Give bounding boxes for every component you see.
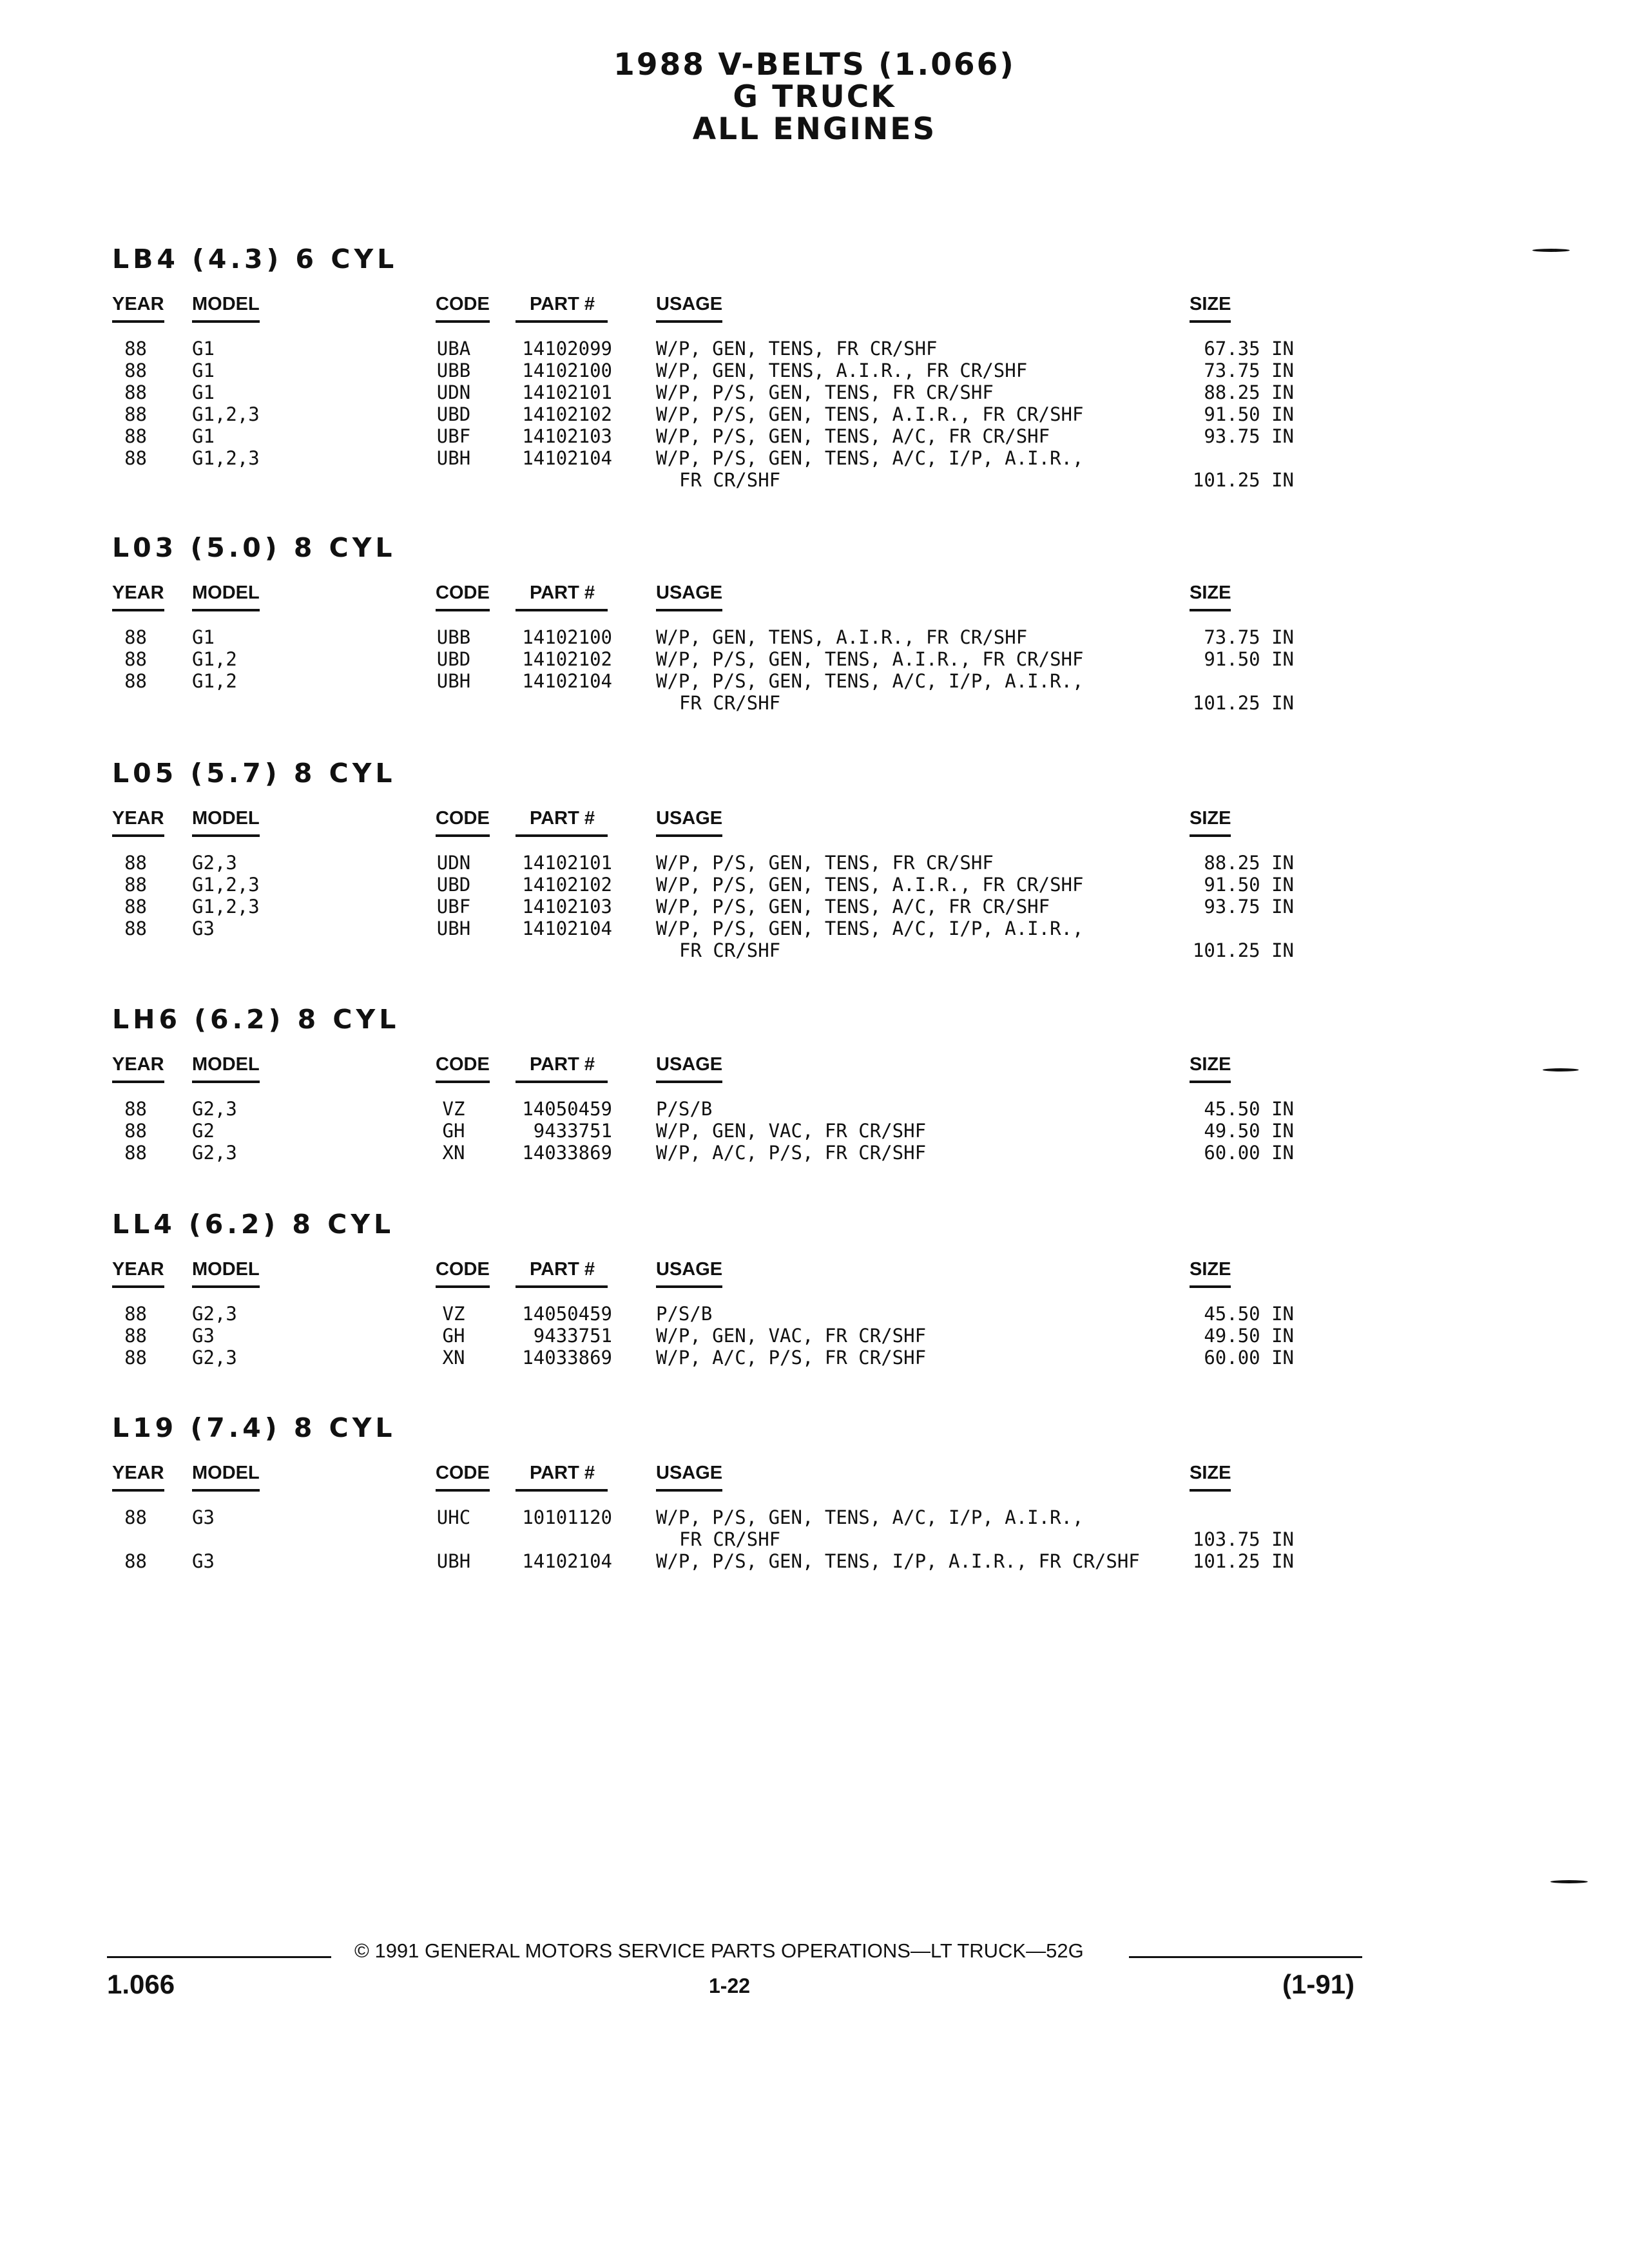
model-cell: G3 <box>192 1550 215 1572</box>
size-cell: 73.75 IN <box>1204 360 1294 381</box>
section-title: LB4 (4.3) 6 CYL <box>112 244 398 274</box>
year-cell: 88 <box>124 1325 147 1347</box>
model-cell: G1,2,3 <box>192 874 260 896</box>
column-header-year: YEAR <box>112 1054 164 1083</box>
code-cell: VZ <box>442 1098 465 1120</box>
usage-cell: W/P, GEN, TENS, FR CR/SHF <box>656 338 938 360</box>
year-cell: 88 <box>124 403 147 425</box>
code-cell: UDN <box>436 381 471 403</box>
year-cell: 88 <box>124 626 147 648</box>
size-cell: 103.75 IN <box>1192 1528 1294 1550</box>
footer-page-number: 1-22 <box>709 1974 751 1997</box>
model-cell: G1,2 <box>192 648 237 670</box>
part-number-cell: 14102100 <box>522 360 612 381</box>
part-number-cell: 10101120 <box>522 1506 612 1528</box>
column-header-part: PART # <box>516 582 608 611</box>
column-header-part: PART # <box>516 1259 608 1288</box>
column-header-year: YEAR <box>112 294 164 323</box>
usage-cell: W/P, P/S, GEN, TENS, A/C, I/P, A.I.R., <box>656 1506 1084 1528</box>
size-cell: 101.25 IN <box>1192 692 1294 714</box>
part-number-cell: 14102103 <box>522 896 612 918</box>
column-header-model: MODEL <box>192 808 260 837</box>
column-header-part: PART # <box>516 1054 608 1083</box>
part-number-cell: 14102102 <box>522 874 612 896</box>
column-header-usage: USAGE <box>656 1463 722 1492</box>
column-header-year: YEAR <box>112 808 164 837</box>
year-cell: 88 <box>124 1347 147 1369</box>
usage-cell: P/S/B <box>656 1098 713 1120</box>
section-title: L19 (7.4) 8 CYL <box>112 1412 396 1443</box>
column-header-size: SIZE <box>1190 294 1231 323</box>
usage-cell: W/P, P/S, GEN, TENS, FR CR/SHF <box>656 852 994 874</box>
part-number-cell: 14033869 <box>522 1142 612 1164</box>
column-header-usage: USAGE <box>656 582 722 611</box>
year-cell: 88 <box>124 874 147 896</box>
section-title: L05 (5.7) 8 CYL <box>112 758 396 789</box>
column-header-usage: USAGE <box>656 294 722 323</box>
column-header-size: SIZE <box>1190 1054 1231 1083</box>
usage-cell: W/P, P/S, GEN, TENS, A/C, I/P, A.I.R., <box>656 670 1084 692</box>
column-header-size: SIZE <box>1190 808 1231 837</box>
part-number-cell: 14102101 <box>522 852 612 874</box>
size-cell: 60.00 IN <box>1204 1142 1294 1164</box>
column-header-part: PART # <box>516 1463 608 1492</box>
column-header-code: CODE <box>436 294 490 323</box>
part-number-cell: 14102104 <box>522 918 612 939</box>
part-number-cell: 14050459 <box>522 1303 612 1325</box>
size-cell: 45.50 IN <box>1204 1098 1294 1120</box>
column-header-code: CODE <box>436 1054 490 1083</box>
code-cell: UBD <box>436 874 471 896</box>
usage-cell: W/P, GEN, VAC, FR CR/SHF <box>656 1120 927 1142</box>
binding-mark <box>1532 249 1570 252</box>
size-cell: 67.35 IN <box>1204 338 1294 360</box>
code-cell: UBF <box>436 896 471 918</box>
size-cell: 91.50 IN <box>1204 874 1294 896</box>
model-cell: G2,3 <box>192 1347 237 1369</box>
usage-cell: W/P, P/S, GEN, TENS, A/C, FR CR/SHF <box>656 896 1050 918</box>
column-header-model: MODEL <box>192 582 260 611</box>
usage-cell: W/P, P/S, GEN, TENS, A.I.R., FR CR/SHF <box>656 874 1084 896</box>
column-header-size: SIZE <box>1190 582 1231 611</box>
model-cell: G2,3 <box>192 1142 237 1164</box>
usage-cell: FR CR/SHF <box>679 692 781 714</box>
column-header-size: SIZE <box>1190 1463 1231 1492</box>
year-cell: 88 <box>124 1098 147 1120</box>
model-cell: G1 <box>192 626 215 648</box>
column-header-year: YEAR <box>112 1259 164 1288</box>
code-cell: UBD <box>436 648 471 670</box>
part-number-cell: 14102104 <box>522 670 612 692</box>
model-cell: G2,3 <box>192 1303 237 1325</box>
size-cell: 88.25 IN <box>1204 381 1294 403</box>
column-header-usage: USAGE <box>656 1054 722 1083</box>
column-header-model: MODEL <box>192 1259 260 1288</box>
size-cell: 101.25 IN <box>1192 469 1294 491</box>
code-cell: UHC <box>436 1506 471 1528</box>
part-number-cell: 9433751 <box>533 1120 612 1142</box>
size-cell: 49.50 IN <box>1204 1325 1294 1347</box>
footer-rule-left <box>107 1956 331 1958</box>
year-cell: 88 <box>124 896 147 918</box>
code-cell: GH <box>442 1120 465 1142</box>
code-cell: XN <box>442 1347 465 1369</box>
year-cell: 88 <box>124 447 147 469</box>
code-cell: UBH <box>436 918 471 939</box>
year-cell: 88 <box>124 670 147 692</box>
model-cell: G1,2,3 <box>192 447 260 469</box>
usage-cell: W/P, P/S, GEN, TENS, A/C, I/P, A.I.R., <box>656 447 1084 469</box>
column-header-code: CODE <box>436 808 490 837</box>
year-cell: 88 <box>124 918 147 939</box>
year-cell: 88 <box>124 1506 147 1528</box>
column-header-code: CODE <box>436 582 490 611</box>
usage-cell: W/P, P/S, GEN, TENS, A.I.R., FR CR/SHF <box>656 648 1084 670</box>
part-number-cell: 14102100 <box>522 626 612 648</box>
page-title <box>0 49 1629 146</box>
column-header-code: CODE <box>436 1259 490 1288</box>
usage-cell: W/P, A/C, P/S, FR CR/SHF <box>656 1142 927 1164</box>
size-cell: 91.50 IN <box>1204 648 1294 670</box>
model-cell: G1 <box>192 360 215 381</box>
usage-cell: W/P, P/S, GEN, TENS, FR CR/SHF <box>656 381 994 403</box>
column-header-year: YEAR <box>112 582 164 611</box>
model-cell: G3 <box>192 1325 215 1347</box>
code-cell: UBA <box>436 338 471 360</box>
year-cell: 88 <box>124 1142 147 1164</box>
column-header-usage: USAGE <box>656 808 722 837</box>
year-cell: 88 <box>124 360 147 381</box>
part-number-cell: 14050459 <box>522 1098 612 1120</box>
model-cell: G2,3 <box>192 852 237 874</box>
column-header-model: MODEL <box>192 294 260 323</box>
usage-cell: W/P, GEN, TENS, A.I.R., FR CR/SHF <box>656 626 1028 648</box>
size-cell: 91.50 IN <box>1204 403 1294 425</box>
model-cell: G1 <box>192 425 215 447</box>
year-cell: 88 <box>124 1303 147 1325</box>
size-cell: 101.25 IN <box>1192 1550 1294 1572</box>
code-cell: UBF <box>436 425 471 447</box>
binding-mark <box>1543 1068 1579 1072</box>
binding-mark <box>1550 1880 1588 1883</box>
code-cell: UDN <box>436 852 471 874</box>
footer-section-number: 1.066 <box>107 1969 175 1999</box>
column-header-code: CODE <box>436 1463 490 1492</box>
code-cell: VZ <box>442 1303 465 1325</box>
model-cell: G1,2,3 <box>192 896 260 918</box>
year-cell: 88 <box>124 381 147 403</box>
model-cell: G3 <box>192 1506 215 1528</box>
usage-cell: FR CR/SHF <box>679 1528 781 1550</box>
usage-cell: P/S/B <box>656 1303 713 1325</box>
size-cell: 49.50 IN <box>1204 1120 1294 1142</box>
part-number-cell: 14102101 <box>522 381 612 403</box>
size-cell: 93.75 IN <box>1204 425 1294 447</box>
section-title: LH6 (6.2) 8 CYL <box>112 1004 400 1035</box>
section-title: L03 (5.0) 8 CYL <box>112 532 396 563</box>
title-line-3: ALL ENGINES <box>692 111 937 147</box>
usage-cell: W/P, P/S, GEN, TENS, A.I.R., FR CR/SHF <box>656 403 1084 425</box>
size-cell: 101.25 IN <box>1192 939 1294 961</box>
usage-cell: W/P, P/S, GEN, TENS, A/C, I/P, A.I.R., <box>656 918 1084 939</box>
usage-cell: W/P, P/S, GEN, TENS, A/C, FR CR/SHF <box>656 425 1050 447</box>
code-cell: UBB <box>436 360 471 381</box>
title-line-1: 1988 V-BELTS (1.066) <box>613 47 1016 82</box>
title-line-2: G TRUCK <box>733 79 896 115</box>
model-cell: G3 <box>192 918 215 939</box>
size-cell: 93.75 IN <box>1204 896 1294 918</box>
size-cell: 45.50 IN <box>1204 1303 1294 1325</box>
usage-cell: FR CR/SHF <box>679 469 781 491</box>
usage-cell: FR CR/SHF <box>679 939 781 961</box>
part-number-cell: 14102104 <box>522 1550 612 1572</box>
year-cell: 88 <box>124 1120 147 1142</box>
usage-cell: W/P, A/C, P/S, FR CR/SHF <box>656 1347 927 1369</box>
code-cell: UBH <box>436 670 471 692</box>
part-number-cell: 9433751 <box>533 1325 612 1347</box>
part-number-cell: 14102104 <box>522 447 612 469</box>
model-cell: G2,3 <box>192 1098 237 1120</box>
usage-cell: W/P, P/S, GEN, TENS, I/P, A.I.R., FR CR/SHF <box>656 1550 1140 1572</box>
code-cell: UBB <box>436 626 471 648</box>
model-cell: G2 <box>192 1120 215 1142</box>
year-cell: 88 <box>124 852 147 874</box>
model-cell: G1 <box>192 381 215 403</box>
year-cell: 88 <box>124 648 147 670</box>
footer-copyright: © 1991 GENERAL MOTORS SERVICE PARTS OPERATIONS—LT TRUCK—52G <box>354 1939 1084 1962</box>
model-cell: G1,2 <box>192 670 237 692</box>
column-header-model: MODEL <box>192 1463 260 1492</box>
size-cell: 73.75 IN <box>1204 626 1294 648</box>
footer-revision: (1-91) <box>1282 1969 1355 1999</box>
usage-cell: W/P, GEN, VAC, FR CR/SHF <box>656 1325 927 1347</box>
size-cell: 60.00 IN <box>1204 1347 1294 1369</box>
column-header-model: MODEL <box>192 1054 260 1083</box>
part-number-cell: 14102102 <box>522 648 612 670</box>
part-number-cell: 14102099 <box>522 338 612 360</box>
usage-cell: W/P, GEN, TENS, A.I.R., FR CR/SHF <box>656 360 1028 381</box>
part-number-cell: 14033869 <box>522 1347 612 1369</box>
size-cell: 88.25 IN <box>1204 852 1294 874</box>
code-cell: UBH <box>436 1550 471 1572</box>
year-cell: 88 <box>124 1550 147 1572</box>
column-header-part: PART # <box>516 294 608 323</box>
part-number-cell: 14102103 <box>522 425 612 447</box>
code-cell: XN <box>442 1142 465 1164</box>
column-header-usage: USAGE <box>656 1259 722 1288</box>
column-header-part: PART # <box>516 808 608 837</box>
column-header-year: YEAR <box>112 1463 164 1492</box>
model-cell: G1 <box>192 338 215 360</box>
footer-rule-right <box>1129 1956 1362 1958</box>
year-cell: 88 <box>124 425 147 447</box>
code-cell: UBD <box>436 403 471 425</box>
code-cell: GH <box>442 1325 465 1347</box>
column-header-size: SIZE <box>1190 1259 1231 1288</box>
year-cell: 88 <box>124 338 147 360</box>
code-cell: UBH <box>436 447 471 469</box>
part-number-cell: 14102102 <box>522 403 612 425</box>
section-title: LL4 (6.2) 8 CYL <box>112 1209 395 1240</box>
model-cell: G1,2,3 <box>192 403 260 425</box>
